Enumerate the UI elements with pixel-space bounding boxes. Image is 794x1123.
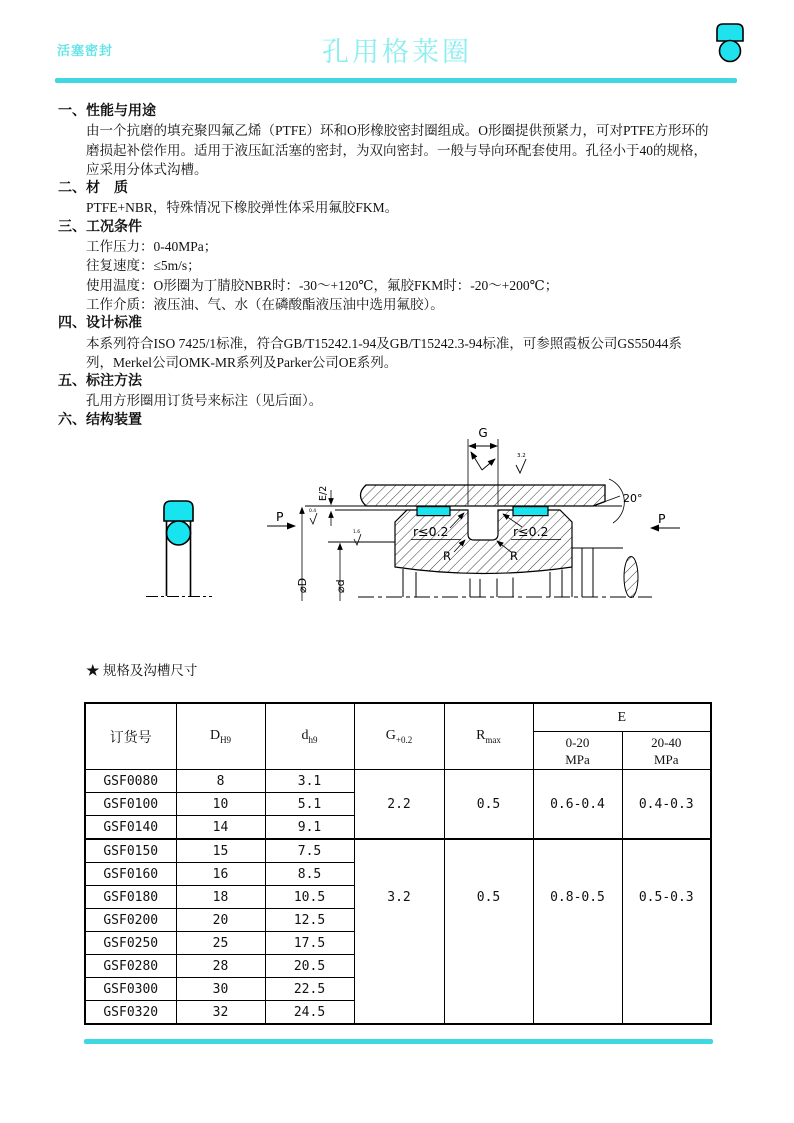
seal-ring-left [417,507,450,516]
section-line: 工作压力：0-40MPa； [86,239,218,255]
cell-D: 32 [176,1001,265,1025]
col-header-E: E [533,703,711,732]
section-line: 使用温度：O形圈为丁腈胶NBR时：-30～+120℃，氟胶FKM时：-20～+200℃； [86,277,559,293]
cell-D: 14 [176,816,265,840]
cell-d: 10.5 [265,886,354,909]
section-title: 设计标准 [86,316,142,332]
structure-diagram [58,412,740,645]
cell-D: 18 [176,886,265,909]
seal-logo-icon [712,20,750,70]
table-row [85,839,711,863]
cell-D: 20 [176,909,265,932]
section [58,179,758,218]
e-half-label: E/2 [318,485,329,501]
footer-divider [84,1039,713,1044]
cell-order-code: GSF0080 [85,770,176,793]
cell-d: 7.5 [265,839,354,863]
radius-left-label: r≤0.2 [413,524,449,539]
table-row [85,770,711,793]
cell-group-G: 3.2 [354,839,444,1024]
section [58,372,758,411]
roughness-bore-label: 0.4 [309,509,317,514]
section [58,102,758,179]
cell-order-code: GSF0100 [85,793,176,816]
radius-right-label: r≤0.2 [513,524,549,539]
bore-diameter-label: ⌀D [296,577,309,593]
cell-order-code: GSF0250 [85,932,176,955]
section-number: 五、 [58,374,86,390]
cell-D: 28 [176,955,265,978]
col-header-E-high: 20-40 MPa [622,732,711,770]
cell-order-code: GSF0140 [85,816,176,840]
o-ring [167,521,191,545]
cell-D: 15 [176,839,265,863]
cell-order-code: GSF0160 [85,863,176,886]
cell-d: 8.5 [265,863,354,886]
cell-d: 9.1 [265,816,354,840]
angle-label: 20° [623,492,643,505]
pressure-left-label: P [276,509,284,524]
cell-D: 30 [176,978,265,1001]
groove-drawing [267,439,680,601]
cell-order-code: GSF0200 [85,909,176,932]
section-line: 往复速度：≤5m/s； [86,258,201,274]
spec-heading: ★ 规格及沟槽尺寸 [86,663,198,678]
section-number: 二、 [58,181,86,197]
cell-group-E-20-40: 0.4-0.3 [622,770,711,840]
body-text [58,102,758,430]
rod-break-section [624,557,638,598]
dim-g-label: G [478,426,488,440]
cell-group-E-20-40: 0.5-0.3 [622,839,711,1024]
cell-D: 10 [176,793,265,816]
section-title: 工况条件 [86,219,142,235]
section-line: 工作介质：液压油、气、水（在磷酸酯液压油中选用氟胶）。 [86,296,444,312]
cell-order-code: GSF0150 [85,839,176,863]
cell-order-code: GSF0300 [85,978,176,1001]
col-header-G: $G_{+0.2}$ [354,703,444,770]
cell-D: 8 [176,770,265,793]
cell-d: 17.5 [265,932,354,955]
rod-diameter-label: ⌀d [334,579,347,593]
brand-label: 活塞密封 [57,43,114,58]
section-line: 本系列符合ISO 7425/1标准，符合GB/T15242.1-94及GB/T15242.3-94标准，可参照霞板公司GS55044系 [86,335,682,351]
section [58,218,758,314]
section-number: 一、 [58,104,86,119]
groove-radius-left-label: R [443,549,451,563]
cell-group-Rmax: 0.5 [444,770,533,840]
roughness-rod-label: 1.6 [353,530,361,535]
cell-order-code: GSF0280 [85,955,176,978]
cell-order-code: GSF0180 [85,886,176,909]
section-number: 四、 [58,316,86,332]
section-number: 六、 [58,412,86,428]
cell-d: 3.1 [265,770,354,793]
header-divider [55,78,737,83]
cell-group-G: 2.2 [354,770,444,840]
section [58,314,758,372]
section-title: 标注方法 [86,374,142,390]
section-line: 列，Merkel公司OMK-MR系列及Parker公司OE系列。 [86,354,398,370]
section-title: 材 质 [86,181,128,197]
spec-table [84,702,712,1025]
col-header-E-low: 0-20 MPa [533,732,622,770]
groove-radius-right-label: R [510,549,518,563]
section-line: PTFE+NBR，特殊情况下橡胶弹性体采用氟胶FKM。 [86,200,399,216]
seal-cross-section [146,501,212,597]
cell-d: 24.5 [265,1001,354,1025]
cell-D: 16 [176,863,265,886]
col-header-Rmax: $R_{max}$ [444,703,533,770]
col-header-d: $d_{h9}$ [265,703,354,770]
section-title: 性能与用途 [86,104,156,119]
cell-d: 5.1 [265,793,354,816]
cell-d: 22.5 [265,978,354,1001]
cell-D: 25 [176,932,265,955]
cell-group-E-0-20: 0.8-0.5 [533,839,622,1024]
page-title: 孔用格莱圈 [322,37,472,67]
section-number: 三、 [58,219,86,235]
spec-table-body [85,770,711,1025]
cell-d: 12.5 [265,909,354,932]
section-line: 应采用分体式沟槽。 [86,161,208,177]
cell-group-E-0-20: 0.6-0.4 [533,770,622,840]
section-line: 由一个抗磨的填充聚四氟乙烯（PTFE）环和O形橡胶密封圈组成。O形圈提供预紧力，可对PTFE方形环的 [86,123,709,139]
section-line: 磨损起补偿作用。适用于液压缸活塞的密封，为双向密封。一般与导向环配套使用。孔径小于40的规格， [86,142,707,158]
col-header-D: $D_{H9}$ [176,703,265,770]
roughness-top-label: 3.2 [517,453,526,459]
pressure-right-label: P [658,511,666,526]
section-title: 结构装置 [86,412,142,428]
col-header-order-code: 订货号 [85,703,176,770]
cell-order-code: GSF0320 [85,1001,176,1025]
cell-d: 20.5 [265,955,354,978]
seal-ring-right [513,507,548,516]
section-line: 孔用方形圈用订货号来标注（见后面）。 [86,393,323,409]
cell-group-Rmax: 0.5 [444,839,533,1024]
